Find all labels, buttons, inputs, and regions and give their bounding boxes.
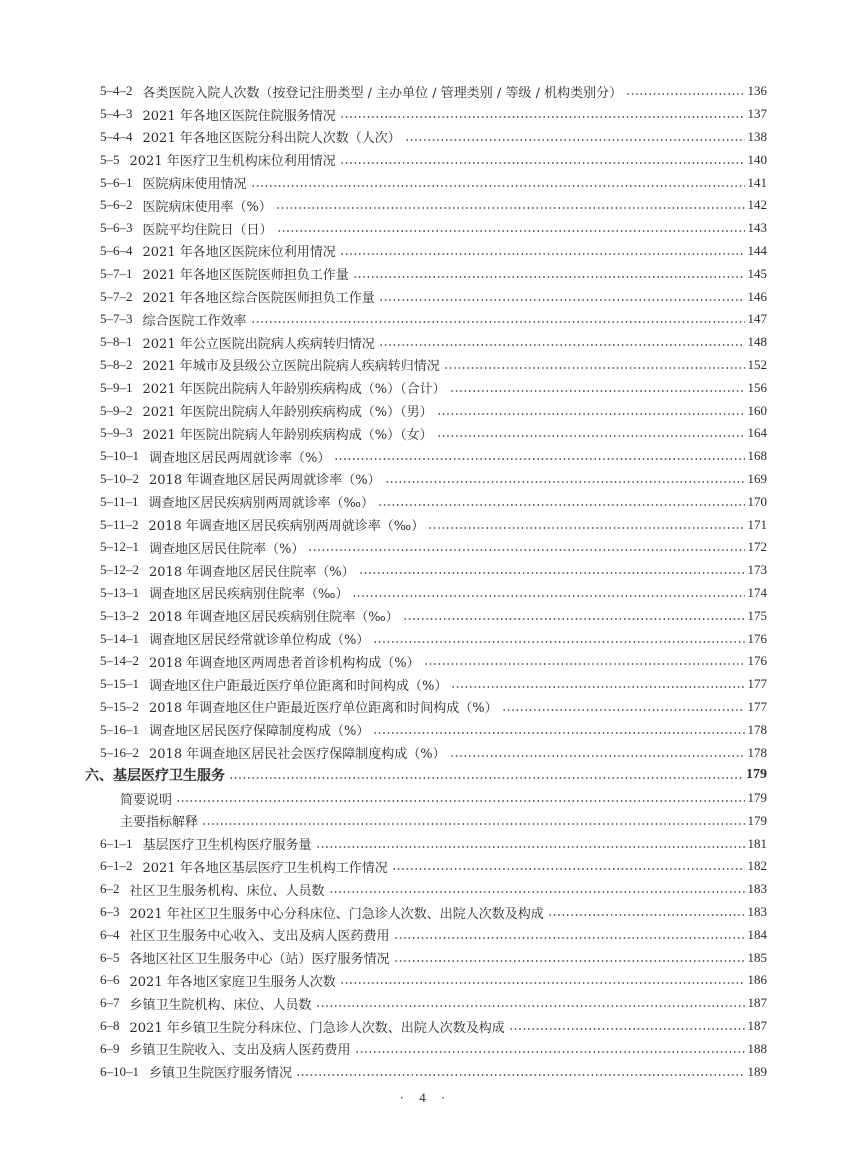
entry-page: 143 bbox=[747, 220, 767, 236]
entry-page: 184 bbox=[747, 926, 767, 942]
entry-title: 2021 年医院出院病人年龄别疾病构成（%）（男） bbox=[142, 405, 433, 421]
entry-number: 5–16–1 bbox=[100, 721, 139, 737]
entry-page: 182 bbox=[747, 858, 767, 874]
dot-leader bbox=[251, 321, 745, 323]
entry-page: 188 bbox=[747, 1040, 767, 1056]
dot-leader bbox=[276, 207, 745, 209]
table-of-contents bbox=[85, 80, 767, 1083]
entry-title: 医院平均住院日（日） bbox=[142, 222, 273, 238]
entry-title: 2021 年各地区医院分科出院人次数（人次） bbox=[142, 131, 401, 147]
entry-page: 175 bbox=[747, 607, 767, 623]
toc-entry[interactable] bbox=[100, 536, 767, 559]
toc-entry[interactable] bbox=[100, 810, 767, 833]
toc-entry[interactable] bbox=[100, 80, 767, 103]
toc-chapter[interactable] bbox=[85, 764, 767, 787]
dot-leader bbox=[359, 572, 745, 574]
entry-page: 147 bbox=[747, 311, 767, 327]
dot-leader bbox=[548, 914, 745, 916]
toc-entry[interactable] bbox=[100, 741, 767, 764]
entry-page: 177 bbox=[747, 676, 767, 692]
dot-leader bbox=[385, 481, 745, 483]
entry-title: 2021 年各地区医院医师担负工作量 bbox=[142, 268, 349, 284]
toc-entry[interactable] bbox=[100, 194, 767, 217]
entry-page: 138 bbox=[747, 128, 767, 144]
toc-entry[interactable] bbox=[100, 855, 767, 878]
entry-page: 176 bbox=[747, 630, 767, 646]
entry-number: 5–15–1 bbox=[100, 676, 139, 692]
toc-entry[interactable] bbox=[100, 468, 767, 491]
dot-leader bbox=[277, 230, 745, 232]
entry-number: 6–10–1 bbox=[100, 1063, 139, 1079]
entry-number: 5–14–1 bbox=[100, 630, 139, 646]
entry-page: 179 bbox=[747, 790, 767, 806]
entry-page: 156 bbox=[747, 379, 767, 395]
dot-leader bbox=[355, 1051, 745, 1053]
toc-entry[interactable] bbox=[100, 878, 767, 901]
toc-entry[interactable] bbox=[100, 240, 767, 263]
entry-title: 主要指标解释 bbox=[120, 815, 199, 831]
entry-page: 173 bbox=[747, 562, 767, 578]
dot-leader bbox=[373, 732, 744, 734]
entry-number: 6–6 bbox=[100, 972, 120, 988]
dot-leader bbox=[296, 1074, 744, 1076]
entry-page: 178 bbox=[747, 721, 767, 737]
entry-title: 社区卫生服务机构、床位、人员数 bbox=[129, 883, 325, 899]
entry-title: 2018 年调查地区两周患者首诊机构构成（%） bbox=[149, 655, 420, 671]
entry-title: 简要说明 bbox=[120, 792, 173, 808]
toc-entry[interactable] bbox=[100, 445, 767, 468]
entry-title: 2018 年调查地区居民疾病别住院率（‰） bbox=[149, 610, 399, 626]
dot-leader bbox=[334, 458, 744, 460]
entry-page: 168 bbox=[747, 448, 767, 464]
entry-page: 183 bbox=[747, 881, 767, 897]
entry-number: 5–8–2 bbox=[100, 356, 133, 372]
entry-page: 170 bbox=[747, 493, 767, 509]
toc-entry[interactable] bbox=[100, 126, 767, 149]
entry-number: 5–8–1 bbox=[100, 334, 133, 350]
dot-leader bbox=[444, 367, 745, 369]
entry-number: 5–7–2 bbox=[100, 288, 133, 304]
toc-entry[interactable] bbox=[100, 992, 767, 1015]
entry-page: 179 bbox=[746, 767, 767, 783]
toc-entry[interactable] bbox=[100, 923, 767, 946]
entry-page: 179 bbox=[747, 812, 767, 828]
entry-page: 164 bbox=[747, 425, 767, 441]
entry-page: 145 bbox=[747, 265, 767, 281]
entry-title: 2021 年各地区医院住院服务情况 bbox=[142, 108, 336, 124]
entry-page: 181 bbox=[747, 835, 767, 851]
toc-entry[interactable] bbox=[100, 604, 767, 627]
entry-page: 177 bbox=[747, 698, 767, 714]
entry-title: 2018 年调查地区居民社会医疗保障制度构成（%） bbox=[149, 747, 446, 762]
entry-page: 185 bbox=[747, 949, 767, 965]
entry-number: 5–7–3 bbox=[100, 311, 133, 327]
dot-leader bbox=[451, 686, 744, 688]
entry-number: 5–16–2 bbox=[100, 744, 139, 760]
toc-entry[interactable] bbox=[100, 718, 767, 741]
toc-entry[interactable] bbox=[100, 308, 767, 331]
entry-page: 183 bbox=[747, 904, 767, 920]
entry-title: 2021 年医院出院病人年龄别疾病构成（%）（合计） bbox=[142, 382, 446, 398]
entry-number: 6–1–1 bbox=[100, 835, 133, 851]
entry-title: 调查地区居民两周就诊率（%） bbox=[149, 450, 331, 466]
entry-page: 186 bbox=[747, 972, 767, 988]
toc-entry[interactable] bbox=[100, 787, 767, 810]
dot-leader bbox=[424, 663, 745, 665]
dot-leader bbox=[378, 504, 745, 506]
entry-title: 2021 年各地区家庭卫生服务人次数 bbox=[129, 974, 336, 990]
entry-page: 187 bbox=[747, 995, 767, 1011]
entry-title: 综合医院工作效率 bbox=[142, 313, 247, 329]
entry-title: 各类医院入院人次数（按登记注册类型 / 主办单位 / 管理类别 / 等级 / 机构类别分） bbox=[142, 85, 623, 101]
entry-title: 调查地区居民疾病别两周就诊率（‰） bbox=[148, 496, 374, 512]
entry-number: 5–14–2 bbox=[100, 653, 139, 669]
entry-number: 6–9 bbox=[100, 1040, 120, 1056]
dot-leader bbox=[379, 344, 745, 346]
toc-entry[interactable] bbox=[100, 376, 767, 399]
entry-page: 187 bbox=[747, 1018, 767, 1034]
entry-page: 144 bbox=[747, 242, 767, 258]
toc-entry[interactable] bbox=[100, 1060, 767, 1083]
entry-number: 5–6–2 bbox=[100, 197, 133, 213]
entry-number: 6–5 bbox=[100, 949, 120, 965]
toc-entry[interactable] bbox=[100, 399, 767, 422]
entry-page: 148 bbox=[747, 334, 767, 350]
dot-leader bbox=[509, 1028, 745, 1030]
toc-entry[interactable] bbox=[100, 650, 767, 673]
toc-entry[interactable] bbox=[100, 696, 767, 719]
entry-page: 137 bbox=[747, 106, 767, 122]
toc-entry[interactable] bbox=[100, 901, 767, 924]
dot-leader bbox=[176, 800, 744, 802]
dot-leader bbox=[502, 709, 745, 711]
dot-leader bbox=[405, 139, 745, 141]
toc-entry[interactable] bbox=[100, 262, 767, 285]
page-number: · 4 · bbox=[399, 1090, 452, 1105]
entry-title: 乡镇卫生院收入、支出及病人医药费用 bbox=[129, 1043, 351, 1059]
dot-leader bbox=[428, 527, 744, 529]
dot-leader bbox=[379, 299, 745, 301]
entry-page: 140 bbox=[747, 151, 767, 167]
entry-number: 5–13–1 bbox=[100, 584, 139, 600]
entry-title: 调查地区居民医疗保障制度构成（%） bbox=[149, 724, 370, 740]
entry-page: 146 bbox=[747, 288, 767, 304]
dot-leader bbox=[450, 755, 745, 757]
entry-title: 乡镇卫生院机构、床位、人员数 bbox=[129, 997, 312, 1013]
entry-number: 5–10–1 bbox=[100, 448, 139, 464]
toc-entry[interactable] bbox=[100, 673, 767, 696]
entry-page: 152 bbox=[747, 356, 767, 372]
entry-title: 调查地区居民住院率（%） bbox=[149, 541, 305, 557]
entry-title: 2021 年医院出院病人年龄别疾病构成（%）（女） bbox=[142, 427, 433, 443]
entry-page: 160 bbox=[747, 402, 767, 418]
toc-entry[interactable] bbox=[100, 1037, 767, 1060]
entry-title: 基层医疗卫生机构医疗服务量 bbox=[142, 838, 312, 854]
entry-title: 调查地区住户距最近医疗单位距离和时间构成（%） bbox=[149, 678, 448, 694]
entry-title: 各地区社区卫生服务中心（站）医疗服务情况 bbox=[129, 952, 390, 968]
entry-number: 5–12–1 bbox=[100, 539, 139, 555]
toc-entry[interactable] bbox=[100, 627, 767, 650]
entry-number: 5–11–2 bbox=[100, 516, 139, 532]
entry-page: 169 bbox=[747, 470, 767, 486]
entry-title: 2021 年乡镇卫生院分科床位、门急诊人次数、出院人次数及构成 bbox=[129, 1020, 505, 1036]
entry-title: 2021 年社区卫生服务中心分科床位、门急诊人次数、出院人次数及构成 bbox=[129, 906, 544, 922]
entry-title: 2021 年各地区综合医院医师担负工作量 bbox=[142, 291, 375, 307]
dot-leader bbox=[251, 185, 745, 187]
toc-entry[interactable] bbox=[100, 490, 767, 513]
dot-leader bbox=[202, 823, 744, 825]
entry-number: 6–3 bbox=[100, 904, 120, 920]
entry-page: 141 bbox=[747, 174, 767, 190]
entry-page: 171 bbox=[747, 516, 767, 532]
dot-leader bbox=[373, 641, 744, 643]
toc-entry[interactable] bbox=[100, 148, 767, 171]
entry-page: 176 bbox=[747, 653, 767, 669]
dot-leader bbox=[353, 276, 745, 278]
entry-title: 乡镇卫生院医疗服务情况 bbox=[149, 1066, 293, 1082]
entry-number: 6–4 bbox=[100, 926, 120, 942]
entry-title: 2021 年城市及县级公立医院出院病人疾病转归情况 bbox=[142, 359, 440, 375]
entry-number: 5–6–4 bbox=[100, 242, 133, 258]
entry-page: 189 bbox=[747, 1063, 767, 1079]
entry-title: 2018 年调查地区居民疾病别两周就诊率（‰） bbox=[148, 519, 425, 535]
toc-entry[interactable] bbox=[100, 422, 767, 445]
entry-page: 172 bbox=[747, 539, 767, 555]
toc-entry[interactable] bbox=[100, 171, 767, 194]
entry-title: 2021 年公立医院出院病人疾病转归情况 bbox=[142, 336, 375, 352]
entry-number: 6–1–2 bbox=[100, 858, 133, 874]
dot-leader bbox=[229, 777, 743, 779]
entry-number: 5–4–2 bbox=[100, 83, 133, 99]
entry-number: 5–5 bbox=[100, 151, 120, 167]
entry-title: 2021 年各地区基层医疗卫生机构工作情况 bbox=[142, 860, 388, 876]
dot-leader bbox=[450, 390, 745, 392]
dot-leader bbox=[437, 435, 745, 437]
dot-leader bbox=[352, 595, 744, 597]
entry-page: 178 bbox=[747, 744, 767, 760]
entry-title: 社区卫生服务中心收入、支出及病人医药费用 bbox=[129, 929, 390, 945]
dot-leader bbox=[340, 982, 745, 984]
entry-number: 5–4–3 bbox=[100, 106, 133, 122]
entry-title: 2018 年调查地区居民两周就诊率（%） bbox=[149, 473, 381, 489]
dot-leader bbox=[329, 891, 745, 893]
dot-leader bbox=[392, 868, 745, 870]
toc-entry[interactable] bbox=[100, 946, 767, 969]
toc-entry[interactable] bbox=[100, 832, 767, 855]
entry-number: 5–6–3 bbox=[100, 220, 133, 236]
dot-leader bbox=[340, 162, 745, 164]
entry-number: 5–10–2 bbox=[100, 470, 139, 486]
entry-page: 136 bbox=[747, 83, 767, 99]
entry-title: 2021 年各地区医院床位利用情况 bbox=[142, 245, 336, 261]
entry-title: 调查地区居民经常就诊单位构成（%） bbox=[149, 633, 370, 649]
entry-number: 5–12–2 bbox=[100, 562, 139, 578]
dot-leader bbox=[403, 618, 745, 620]
toc-entry[interactable] bbox=[100, 354, 767, 377]
toc-entry[interactable] bbox=[100, 103, 767, 126]
entry-number: 5–7–1 bbox=[100, 265, 133, 281]
entry-title: 医院病床使用情况 bbox=[142, 177, 247, 193]
entry-title: 六、基层医疗卫生服务 bbox=[85, 768, 225, 785]
entry-title: 2021 年医疗卫生机构床位利用情况 bbox=[129, 154, 336, 170]
toc-entry[interactable] bbox=[100, 1015, 767, 1038]
entry-title: 2018 年调查地区住户距最近医疗单位距离和时间构成（%） bbox=[149, 701, 498, 717]
entry-number: 5–11–1 bbox=[100, 493, 139, 509]
entry-title: 2018 年调查地区居民住院率（%） bbox=[149, 564, 355, 580]
toc-entry[interactable] bbox=[100, 582, 767, 605]
entry-number: 5–6–1 bbox=[100, 174, 133, 190]
entry-number: 5–13–2 bbox=[100, 607, 139, 623]
entry-number: 6–8 bbox=[100, 1018, 120, 1034]
toc-entry[interactable] bbox=[100, 559, 767, 582]
toc-entry[interactable] bbox=[100, 331, 767, 354]
entry-number: 5–9–2 bbox=[100, 402, 133, 418]
entry-page: 142 bbox=[747, 197, 767, 213]
entry-number: 6–2 bbox=[100, 881, 120, 897]
dot-leader bbox=[316, 1005, 745, 1007]
dot-leader bbox=[308, 549, 744, 551]
dot-leader bbox=[626, 93, 744, 95]
dot-leader bbox=[316, 846, 745, 848]
dot-leader bbox=[340, 116, 745, 118]
toc-entry[interactable] bbox=[100, 513, 767, 536]
entry-title: 调查地区居民疾病别住院率（‰） bbox=[149, 587, 349, 603]
toc-entry[interactable] bbox=[100, 969, 767, 992]
toc-entry[interactable] bbox=[100, 217, 767, 240]
entry-number: 5–15–2 bbox=[100, 698, 139, 714]
entry-page: 174 bbox=[747, 584, 767, 600]
entry-number: 5–4–4 bbox=[100, 128, 133, 144]
dot-leader bbox=[394, 960, 745, 962]
entry-title: 医院病床使用率（%） bbox=[142, 199, 272, 215]
entry-number: 5–9–3 bbox=[100, 425, 133, 441]
toc-entry[interactable] bbox=[100, 285, 767, 308]
dot-leader bbox=[340, 253, 745, 255]
dot-leader bbox=[394, 937, 745, 939]
entry-number: 6–7 bbox=[100, 995, 120, 1011]
dot-leader bbox=[437, 413, 745, 415]
entry-number: 5–9–1 bbox=[100, 379, 133, 395]
